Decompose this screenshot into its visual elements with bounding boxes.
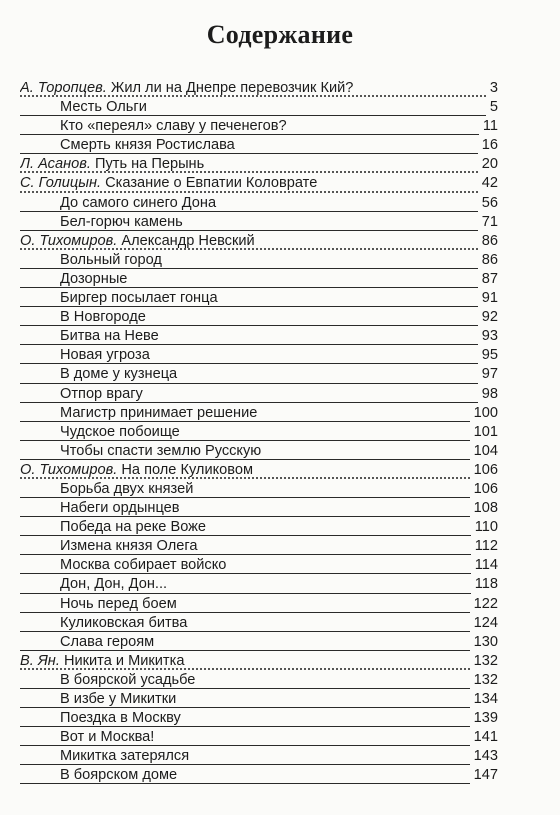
toc-page-number: 97	[478, 365, 498, 384]
toc-entry-text	[60, 366, 181, 382]
toc-title: Борьба двух князей	[60, 480, 194, 497]
toc-entry	[20, 136, 498, 155]
toc-entry-text	[60, 290, 222, 306]
toc-entry-text	[60, 596, 181, 612]
toc-page-number: 110	[471, 518, 498, 537]
page-title: Содержание	[206, 20, 354, 49]
toc-leader-line	[20, 593, 498, 594]
toc-leader-line	[20, 726, 498, 727]
toc-entry-text	[60, 328, 163, 344]
toc-page-number: 132	[470, 671, 498, 690]
toc-title: Набеги ордынцев	[60, 500, 180, 517]
toc-author-name: О. Тихомиров.	[20, 461, 118, 478]
toc-page-number: 3	[486, 79, 498, 98]
toc-entry-text	[60, 481, 197, 497]
toc-title: Биргер посылает гонца	[60, 290, 218, 307]
toc-entry-text	[60, 634, 158, 650]
toc-leader-line	[20, 516, 498, 517]
toc-page-number: 114	[471, 556, 498, 575]
toc-entry-text	[60, 271, 131, 287]
toc-leader-line	[20, 554, 498, 555]
toc-page-number: 87	[478, 270, 498, 289]
toc-entry-text	[60, 424, 184, 440]
toc-page-number: 101	[470, 423, 498, 442]
toc-entry	[20, 404, 498, 423]
table-of-contents	[20, 79, 498, 785]
toc-entry	[20, 575, 498, 594]
toc-title: Чудское побоище	[60, 423, 180, 440]
toc-title: Смерть князя Ростислава	[60, 137, 235, 154]
toc-title: Отпор врагу	[60, 385, 143, 402]
toc-author-name: А. Торопцев.	[20, 80, 107, 96]
toc-title: Сказание о Евпатии Коловрате	[105, 175, 318, 192]
toc-entry	[20, 365, 498, 384]
toc-leader-line	[20, 115, 498, 116]
toc-title: Вот и Москва!	[60, 729, 155, 746]
toc-page-number: 95	[478, 346, 498, 365]
toc-entry	[20, 709, 498, 728]
toc-page-number: 108	[470, 499, 498, 518]
toc-page-number: 42	[478, 174, 498, 193]
toc-author-entry	[20, 232, 498, 251]
toc-page-number: 112	[471, 537, 498, 556]
toc-title: Месть Ольги	[60, 99, 147, 116]
toc-entry-text	[60, 99, 151, 115]
toc-leader-line	[20, 344, 498, 345]
toc-author-name: Л. Асанов.	[20, 156, 91, 173]
toc-entry-text	[60, 748, 193, 764]
toc-page-number: 11	[479, 117, 498, 136]
toc-author-entry	[20, 155, 498, 174]
toc-leader-line	[20, 497, 498, 498]
toc-title: В боярской усадьбе	[60, 671, 196, 688]
toc-entry-text	[60, 615, 191, 631]
toc-page-number: 93	[478, 327, 498, 346]
toc-page-number: 5	[486, 98, 498, 117]
toc-entry	[20, 213, 498, 232]
toc-entry-text	[20, 462, 257, 478]
toc-leader-line	[20, 383, 498, 384]
toc-title: Бел-горюч камень	[60, 213, 183, 230]
toc-title: В избе у Микитки	[60, 691, 177, 707]
toc-author-entry	[20, 174, 498, 193]
toc-entry-text	[60, 672, 199, 688]
toc-page-number: 141	[470, 728, 498, 747]
toc-title: Куликовская битва	[60, 614, 188, 631]
toc-page-number: 106	[470, 461, 498, 480]
toc-title: Ночь перед боем	[60, 595, 177, 612]
toc-page-number: 143	[470, 747, 498, 766]
toc-leader-line	[20, 134, 498, 135]
toc-page-number: 134	[470, 690, 498, 709]
toc-page-number: 86	[478, 232, 498, 251]
toc-title: Кто «переял» славу у печенегов?	[60, 118, 287, 135]
toc-entry-text	[60, 195, 220, 211]
toc-page-number: 100	[470, 404, 498, 423]
toc-entry	[20, 747, 498, 766]
toc-author-entry	[20, 79, 498, 98]
toc-page-number: 139	[470, 709, 498, 728]
toc-author-name: О. Тихомиров.	[20, 232, 118, 249]
toc-title: До самого синего Дона	[60, 194, 217, 211]
toc-title: Никита и Микитка	[63, 652, 185, 669]
toc-entry	[20, 499, 498, 518]
toc-page-number: 86	[478, 251, 498, 270]
toc-entry-text	[60, 252, 166, 268]
toc-title: Дозорные	[60, 270, 128, 287]
toc-title: На поле Куликовом	[121, 461, 254, 478]
toc-entry	[20, 518, 498, 537]
toc-leader-line	[20, 764, 498, 765]
toc-entry	[20, 614, 498, 633]
toc-leader-line	[20, 268, 498, 269]
toc-leader-line	[20, 707, 498, 708]
toc-title: В доме у кузнеца	[60, 366, 178, 383]
toc-entry	[20, 423, 498, 442]
toc-page-number: 132	[470, 652, 498, 671]
toc-title: Путь на Перынь	[94, 156, 205, 173]
toc-title: Александр Невский	[121, 232, 255, 249]
toc-title: Поездка в Москву	[60, 710, 181, 727]
toc-title: Микитка затерялся	[60, 748, 190, 765]
toc-title: Магистр принимает решение	[60, 404, 258, 421]
toc-leader-line	[20, 573, 498, 574]
toc-entry	[20, 251, 498, 270]
toc-entry-text	[20, 175, 321, 191]
toc-entry	[20, 98, 498, 117]
toc-entry	[20, 480, 498, 499]
toc-entry	[20, 633, 498, 652]
toc-page-number: 16	[478, 136, 498, 155]
toc-page-number: 147	[470, 766, 498, 785]
toc-entry	[20, 270, 498, 289]
toc-leader-line	[20, 306, 498, 307]
toc-author-name: С. Голицын.	[20, 175, 102, 192]
toc-entry	[20, 537, 498, 556]
toc-entry-text	[20, 233, 259, 249]
toc-leader-line	[20, 688, 498, 689]
toc-page-number: 20	[478, 155, 498, 174]
toc-entry-text	[60, 347, 154, 363]
toc-entry-text	[60, 557, 230, 573]
toc-title: В боярском доме	[60, 767, 178, 784]
toc-title: В Новгороде	[60, 309, 146, 326]
toc-entry-text	[60, 538, 202, 554]
toc-page-number: 92	[478, 308, 498, 327]
toc-entry	[20, 385, 498, 404]
toc-page-number: 106	[470, 480, 498, 499]
toc-entry-text	[60, 767, 181, 783]
toc-entry-text	[20, 653, 188, 669]
toc-title: Вольный город	[60, 251, 162, 268]
toc-entry-text	[60, 500, 184, 516]
toc-title: Слава героям	[60, 633, 155, 650]
toc-entry-text	[60, 214, 187, 230]
toc-title: Битва на Неве	[60, 328, 159, 345]
toc-entry	[20, 117, 498, 136]
toc-title: Жил ли на Днепре перевозчик Кий?	[110, 80, 354, 96]
toc-entry-text	[60, 405, 261, 421]
toc-page-number: 118	[471, 575, 498, 594]
toc-leader-line	[20, 363, 498, 364]
toc-entry-text	[60, 729, 158, 745]
toc-entry	[20, 671, 498, 690]
toc-entry-text	[60, 137, 239, 153]
toc-entry	[20, 690, 498, 709]
toc-entry-text	[60, 118, 291, 134]
toc-page-number: 71	[478, 213, 498, 232]
toc-entry-text	[60, 443, 265, 459]
toc-leader-line	[20, 459, 498, 460]
toc-entry-text	[60, 710, 185, 726]
toc-title: Чтобы спасти землю Русскую	[60, 442, 262, 459]
toc-entry-text	[20, 80, 357, 96]
toc-entry	[20, 766, 498, 785]
toc-author-entry	[20, 652, 498, 671]
toc-entry-text	[20, 156, 208, 172]
toc-entry-text	[60, 386, 147, 402]
toc-page-number: 104	[470, 442, 498, 461]
toc-page-number: 98	[478, 385, 498, 404]
toc-page-number: 91	[478, 289, 498, 308]
toc-entry-text	[60, 691, 180, 707]
toc-entry	[20, 595, 498, 614]
toc-page-number: 56	[478, 194, 498, 213]
toc-entry	[20, 556, 498, 575]
toc-page-number: 122	[470, 595, 498, 614]
toc-leader-line	[20, 153, 498, 154]
toc-page-number: 130	[470, 633, 498, 652]
toc-entry	[20, 346, 498, 365]
toc-entry-text	[60, 576, 171, 592]
toc-title: Дон, Дон, Дон...	[60, 576, 168, 593]
toc-leader-line	[20, 325, 498, 326]
toc-entry	[20, 327, 498, 346]
toc-entry-text	[60, 519, 210, 535]
toc-leader-line	[20, 287, 498, 288]
toc-entry	[20, 728, 498, 747]
toc-leader-line	[20, 783, 498, 784]
toc-author-entry	[20, 461, 498, 480]
toc-entry	[20, 308, 498, 327]
toc-title: Измена князя Олега	[60, 538, 198, 555]
toc-entry-text	[60, 309, 150, 325]
toc-title: Москва собирает войско	[60, 557, 227, 574]
toc-page-number: 124	[470, 614, 498, 633]
toc-title: Победа на реке Воже	[60, 519, 207, 536]
toc-entry	[20, 194, 498, 213]
toc-leader-line	[20, 745, 498, 746]
toc-entry	[20, 442, 498, 461]
toc-author-name: В. Ян.	[20, 652, 60, 669]
toc-leader-line	[20, 535, 498, 536]
toc-entry	[20, 289, 498, 308]
toc-title: Новая угроза	[60, 347, 150, 364]
